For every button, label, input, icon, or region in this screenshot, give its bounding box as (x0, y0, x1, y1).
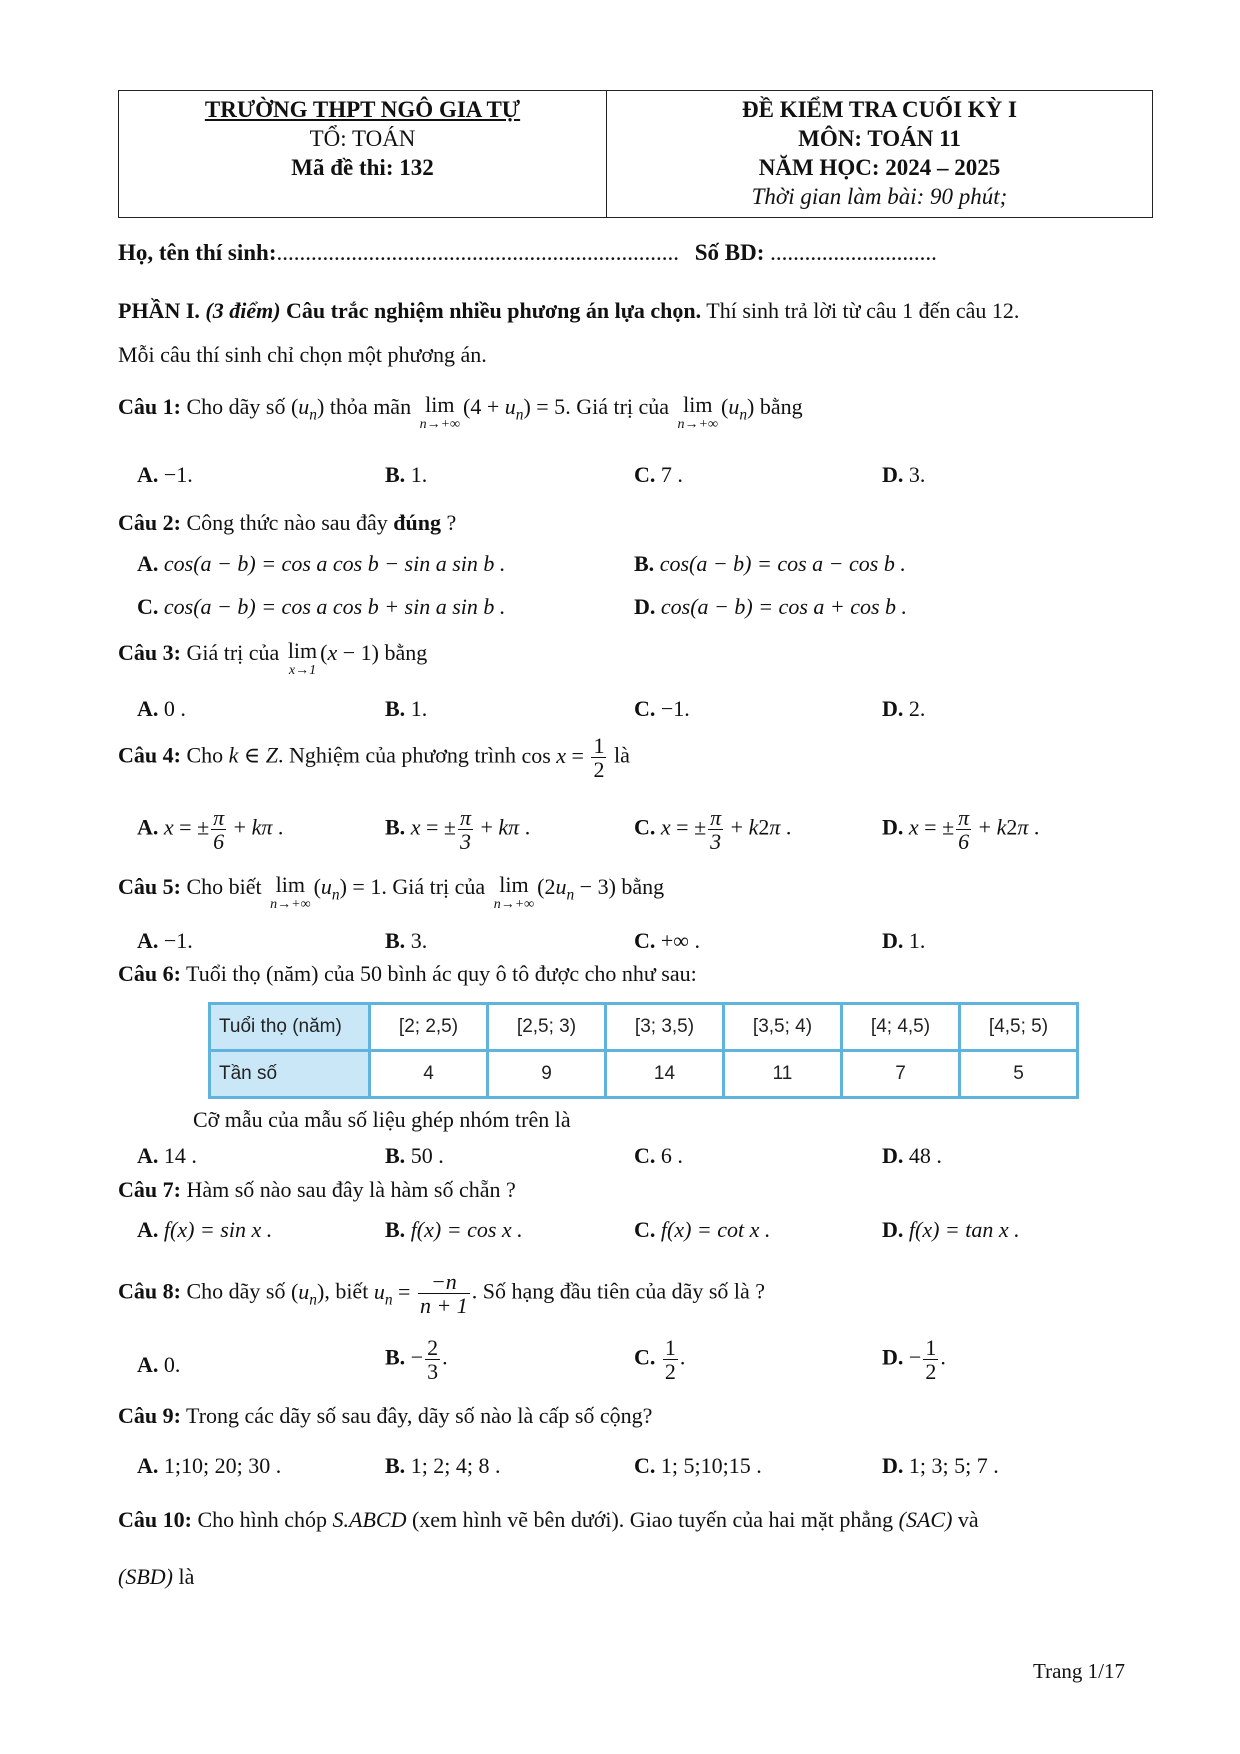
q2-option-a[interactable]: A. cos(a − b) = cos a cos b − sin a sin b . (137, 551, 506, 576)
q6-question: Cỡ mẫu của mẫu số liệu ghép nhóm trên là (193, 1107, 571, 1132)
q3-limit-expr: (x − 1) (320, 640, 379, 665)
sbd-dots: ............................. (770, 240, 937, 265)
q5-option-b[interactable]: B. 3. (385, 928, 428, 953)
part1-type: Câu trắc nghiệm nhiều phương án lựa chọn. (286, 298, 702, 323)
q6-text: Tuổi thọ (năm) của 50 bình ác quy ô tô được cho như sau: (180, 961, 697, 986)
question-3 (118, 640, 427, 678)
q10-text-2: (xem hình vẽ bên dưới). Giao tuyến của hai mặt phẳng (406, 1507, 899, 1532)
q4-option-d[interactable]: D. x = ± $\frac{\pi}{6}$ + k2π . (882, 805, 1040, 855)
q8-option-a[interactable]: A. 0. (137, 1352, 181, 1377)
q9-label: Câu 9: (118, 1403, 181, 1428)
q9-option-a[interactable]: A. 1;10; 20; 30 . (137, 1453, 282, 1478)
q6-option-b[interactable]: B. 50 . (385, 1143, 444, 1168)
q9-option-d[interactable]: D. 1; 3; 5; 7 . (882, 1453, 999, 1478)
name-label: Họ, tên thí sinh: (118, 240, 277, 265)
school-name: TRƯỜNG THPT NGÔ GIA TỰ (204, 97, 521, 122)
school-year: NĂM HỌC: 2024 – 2025 (758, 155, 1001, 180)
question-2 (118, 510, 456, 536)
q2-emphasis: đúng (393, 510, 442, 535)
table-cell: 4 (370, 1051, 488, 1098)
table-header-cell: Tuổi thọ (năm) (210, 1004, 370, 1051)
q8-formula: $u_n$ = $\frac{-n}{n + 1}$ (373, 1269, 468, 1319)
q10-text: Cho hình chóp (191, 1507, 333, 1532)
q4-text: Cho (180, 742, 229, 768)
q1-text-2: thỏa mãn (329, 394, 417, 419)
q1-text-4: bằng (759, 394, 803, 419)
q6-option-a[interactable]: A. 14 . (137, 1143, 197, 1168)
table-cell: [2,5; 3) (488, 1004, 606, 1051)
table-cell: [3,5; 4) (724, 1004, 842, 1051)
frequency-table (208, 1002, 1079, 1099)
q5-text-3: bằng (621, 874, 665, 899)
question-6 (118, 961, 697, 987)
q1-text: Cho dãy số (180, 394, 291, 419)
q5-limit-2: lim n→+∞ (493, 872, 535, 912)
exam-header (118, 90, 1153, 218)
page-number: Trang 1/17 (1033, 1659, 1125, 1683)
q5-option-d[interactable]: D. 1. (882, 928, 926, 953)
q1-option-c[interactable]: C. 7 . (634, 462, 683, 487)
q4-k-in-z: k ∈ Z (228, 742, 278, 768)
q7-option-d[interactable]: D. f(x) = tan x . (882, 1217, 1020, 1242)
q2-option-d[interactable]: D. cos(a − b) = cos a + cos b . (634, 594, 908, 619)
q3-limit: lim x→1 (287, 638, 318, 678)
q5-text-2: . Giá trị của (381, 874, 491, 899)
table-row (210, 1051, 1078, 1098)
q4-option-b[interactable]: B. x = ± $\frac{\pi}{3}$ + kπ . (385, 805, 531, 855)
q3-label: Câu 3: (118, 640, 181, 665)
part1-instruction-2: Mỗi câu thí sinh chỉ chọn một phương án. (118, 342, 487, 367)
q1-option-a[interactable]: A. −1. (137, 462, 193, 487)
name-dots: ...................................................................... (276, 240, 679, 265)
q1-limit-2: lim n→+∞ (677, 392, 718, 432)
q1-text-3: . Giá trị của (565, 394, 675, 419)
part1-points: (3 điểm) (205, 298, 281, 323)
q3-option-c[interactable]: C. −1. (634, 696, 690, 721)
student-info-line (118, 240, 937, 266)
header-left (119, 95, 606, 182)
q7-text: Hàm số nào sau đây là hàm số chẵn ? (180, 1177, 516, 1202)
exam-code: Mã đề thi: 132 (291, 155, 434, 180)
part1-heading (118, 298, 1019, 324)
question-5 (118, 874, 664, 912)
q8-seq: $(u_n)$ (290, 1278, 325, 1309)
q3-text-2: bằng (384, 640, 428, 665)
question-4 (118, 734, 630, 781)
sbd-label: Số BD: (694, 240, 765, 265)
question-8 (118, 1270, 765, 1317)
q10-label: Câu 10: (118, 1507, 192, 1532)
q5-option-c[interactable]: C. +∞ . (634, 928, 700, 953)
q4-option-c[interactable]: C. x = ± $\frac{\pi}{3}$ + k2π . (634, 805, 792, 855)
q2-label: Câu 2: (118, 510, 181, 535)
q10-pyramid: S.ABCD (332, 1507, 407, 1532)
q8-text: Cho dãy số (180, 1278, 291, 1304)
q8-label: Câu 8: (118, 1278, 181, 1304)
q3-option-d[interactable]: D. 2. (882, 696, 926, 721)
q10-plane-sbd: (SBD) (118, 1564, 173, 1589)
table-cell: [3; 3,5) (606, 1004, 724, 1051)
q7-label: Câu 7: (118, 1177, 181, 1202)
q1-option-b[interactable]: B. 1. (385, 462, 428, 487)
q7-option-c[interactable]: C. f(x) = cot x . (634, 1217, 771, 1242)
table-cell: 7 (842, 1051, 960, 1098)
question-1 (118, 394, 803, 432)
q7-option-a[interactable]: A. f(x) = sin x . (137, 1217, 273, 1242)
table-cell: 5 (960, 1051, 1078, 1098)
q7-option-b[interactable]: B. f(x) = cos x . (385, 1217, 523, 1242)
q4-text-3: là (613, 742, 630, 768)
exam-title: ĐỀ KIỂM TRA CUỐI KỲ I (742, 97, 1017, 122)
q8-text-3: . Số hạng đầu tiên của dãy số là ? (471, 1278, 766, 1304)
q5-limit-1: lim n→+∞ (270, 872, 311, 912)
q2-text: Công thức nào sau đây (180, 510, 394, 535)
q4-option-a[interactable]: A. x = ± $\frac{\pi}{6}$ + kπ . (137, 805, 284, 855)
q3-option-a[interactable]: A. 0 . (137, 696, 186, 721)
q10-text-4: là (172, 1564, 195, 1589)
header-right (607, 95, 1152, 211)
department: TỔ: TOÁN (309, 126, 416, 151)
q9-text: Trong các dãy số sau đây, dãy số nào là cấp số cộng? (180, 1403, 653, 1428)
q8-text-2: , biết (324, 1278, 374, 1304)
table-cell: 9 (488, 1051, 606, 1098)
q4-label: Câu 4: (118, 742, 181, 768)
table-cell: [4,5; 5) (960, 1004, 1078, 1051)
q2-option-c[interactable]: C. cos(a − b) = cos a cos b + sin a sin b . (137, 594, 506, 619)
q5-limit-expr-2: $(2u_n - 3)$ (537, 874, 616, 904)
q3-text: Giá trị của (180, 640, 285, 665)
q2-option-b[interactable]: B. cos(a − b) = cos a − cos b . (634, 551, 906, 576)
q3-option-b[interactable]: B. 1. (385, 696, 428, 721)
q6-option-c[interactable]: C. 6 . (634, 1143, 683, 1168)
table-cell: [4; 4,5) (842, 1004, 960, 1051)
table-row (210, 1004, 1078, 1051)
q8-option-b[interactable]: B. − $\frac{2}{3}$ . (385, 1335, 448, 1385)
table-cell: 14 (606, 1051, 724, 1098)
q5-limit-expr: $(u_n) = 1$ (313, 874, 382, 904)
q9-option-b[interactable]: B. 1; 2; 4; 8 . (385, 1453, 501, 1478)
q5-text: Cho biết (180, 874, 268, 899)
question-9 (118, 1403, 652, 1429)
q4-equation: cos x = $\frac{1}{2}$ (521, 733, 605, 783)
q8-option-c[interactable]: C. $\frac{1}{2}$ . (634, 1335, 686, 1385)
q5-label: Câu 5: (118, 874, 181, 899)
q5-option-a[interactable]: A. −1. (137, 928, 193, 953)
q6-label: Câu 6: (118, 961, 181, 986)
q1-limit-expr: $(4 + u_n) = 5$ (463, 394, 566, 424)
table-header-cell: Tần số (210, 1051, 370, 1098)
q8-option-d[interactable]: D. − $\frac{1}{2}$ . (882, 1335, 946, 1385)
q1-label: Câu 1: (118, 394, 181, 419)
q1-limit-1: lim n→+∞ (419, 392, 461, 432)
q4-text-2: . Nghiệm của phương trình (277, 742, 522, 768)
q10-plane-sac: (SAC) (898, 1507, 953, 1532)
duration: Thời gian làm bài: 90 phút; (751, 184, 1008, 209)
question-10 (118, 1507, 979, 1533)
q10-text-3: và (952, 1507, 979, 1532)
q1-seq: $(u_n)$ (290, 394, 325, 424)
q1-option-d[interactable]: D. 3. (882, 462, 926, 487)
q2-text-2: ? (441, 510, 457, 535)
question-7 (118, 1177, 516, 1203)
part1-title: PHẦN I. (118, 298, 200, 323)
part1-instruction: Thí sinh trả lời từ câu 1 đến câu 12. (701, 298, 1020, 323)
table-cell: 11 (724, 1051, 842, 1098)
question-10-line-2 (118, 1564, 194, 1590)
q9-option-c[interactable]: C. 1; 5;10;15 . (634, 1453, 762, 1478)
table-cell: [2; 2,5) (370, 1004, 488, 1051)
subject: MÔN: TOÁN 11 (798, 126, 961, 151)
q6-option-d[interactable]: D. 48 . (882, 1143, 942, 1168)
q1-limit-expr-2: $(u_n)$ (720, 394, 755, 424)
